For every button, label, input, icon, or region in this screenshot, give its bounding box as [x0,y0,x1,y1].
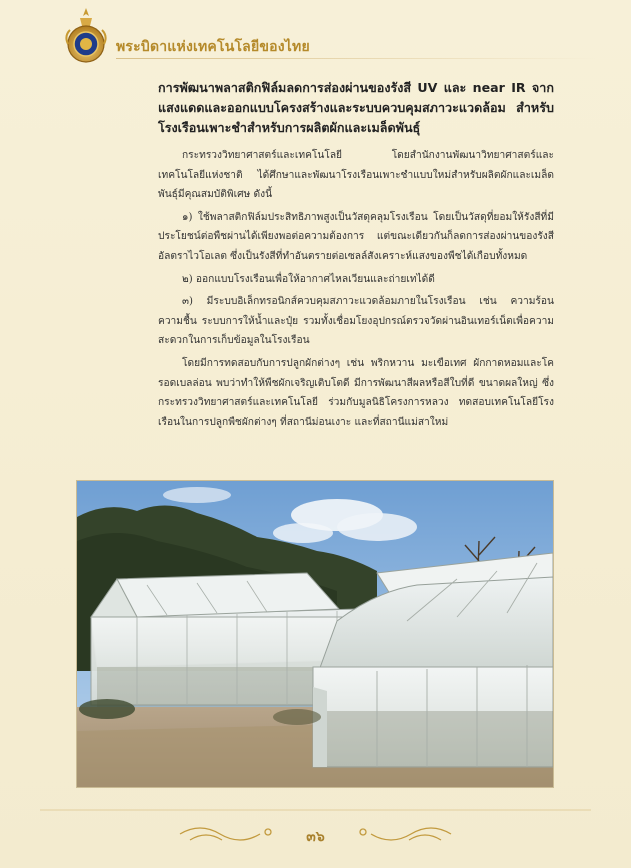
greenhouse-photo [76,480,554,788]
article-paragraph-4: ๓) มีระบบอิเล็กทรอนิกส์ควบคุมสภาวะแวดล้อมภายในโรงเรือน เช่น ความร้อน ความชื้น ระบบการให้น้ำและปุ๋ย รวมทั้งเชื่อมโยงอุปกรณ์ตรวจวัดผ่านอินเทอร์เน็ตเพื่อความสะดวกในการเก็บข้อมูลในโรงเรือน [158,296,554,347]
article-paragraph-2: ๑) ใช้พลาสติกฟิล์มประสิทธิภาพสูงเป็นวัสดุคลุมโรงเรือน โดยเป็นวัสดุที่ยอมให้รังสีที่มีประโยชน์ต่อพืชผ่านได้เพียงพอต่อความต้องการ แต่ขณะเดียวกันก็ลดการส่องผ่านของรังสีอัลตราไวโอเลต ซึ่งเป็นรังสีที่ทำอันตรายต่อเซลล์สังเคราะห์แสงของพืชได้เกือบทั้งหมด [158,211,554,262]
header-title: พระบิดาแห่งเทคโนโลยีของไทย [116,39,310,55]
page-number: ๓๖ [306,829,325,845]
article [158,78,554,435]
header-divider [116,58,596,59]
article-paragraph-3: ๒) ออกแบบโรงเรือนเพื่อให้อากาศไหลเวียนและถ่ายเทได้ดี [182,273,435,285]
royal-emblem-icon [64,6,108,66]
header [0,0,631,72]
article-title: การพัฒนาพลาสติกฟิล์มลดการส่องผ่านของรังสี UV และ near IR จากแสงแดดและออกแบบโครงสร้างและระบบควบคุมสภาวะแวดล้อม สำหรับโรงเรือนเพาะชำสำหรับการผลิตผักและเมล็ดพันธุ์ [158,80,554,135]
article-paragraph-5: โดยมีการทดสอบกับการปลูกผักต่างๆ เช่น พริกหวาน มะเขือเทศ ผักกาดหอมและโครอดเบลล่อน พบว่าทำให้พืชผักเจริญเติบโตดี มีการพัฒนาสีผลหรือสีใบที่ดี ขนาดผลใหญ่ ซึ่งกระทรวงวิทยาศาสตร์และเทคโนโลยี ร่วมกับมูลนิธิโครงการหลวง ทดสอบเทคโนโลยีโรงเรือนในการปลูกพืชผักต่างๆ ที่สถานีม่อนเงาะ และที่สถานีแม่สาใหม่ [158,357,554,428]
article-paragraph-1: กระทรวงวิทยาศาสตร์และเทคโนโลยี โดยสำนักงานพัฒนาวิทยาศาสตร์และเทคโนโลยีแห่งชาติ ได้ศึกษาและพัฒนาโรงเรือนเพาะชำแบบใหม่สำหรับผลิตผักและเมล็ดพันธุ์มีคุณสมบัติพิเศษ ดังนี้ [158,150,554,201]
